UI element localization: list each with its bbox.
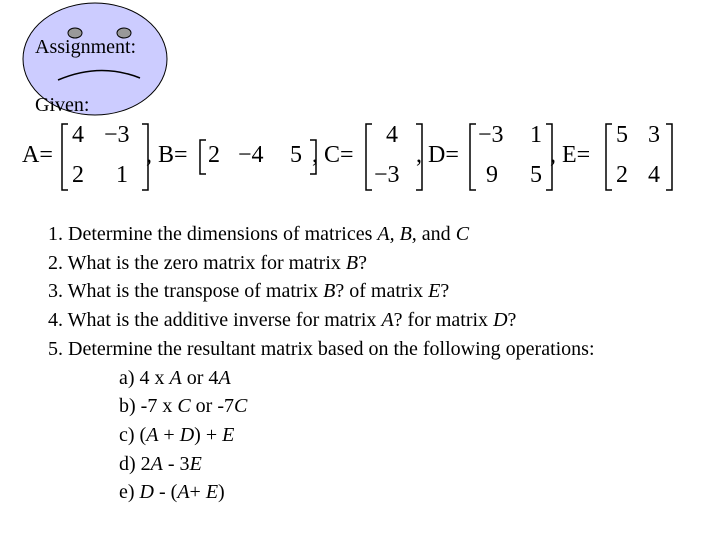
operation-variable: D <box>139 481 154 504</box>
assignment-title: Assignment: <box>35 36 137 58</box>
matrix-b-cell: 2 <box>208 142 220 168</box>
operation-text: + <box>189 481 206 504</box>
matrix-c-cell: −3 <box>374 162 400 188</box>
operation-text: ) <box>218 481 225 504</box>
matrix-a-cell: 2 <box>72 162 84 188</box>
operation-text: ) + <box>194 423 223 446</box>
matrix-e-cell: 4 <box>648 162 660 188</box>
question-emphasis: E <box>428 280 441 303</box>
question-emphasis: A <box>381 309 394 332</box>
matrix-d-cell: 9 <box>486 162 498 188</box>
matrix-e-label: , E= <box>550 142 591 168</box>
operation-item-c <box>48 421 595 450</box>
question-text-tail: ? of matrix <box>335 280 429 303</box>
operation-text: a) 4 x <box>119 366 170 389</box>
operation-variable: A <box>146 423 159 446</box>
question-number: 4. <box>48 309 63 332</box>
question-item <box>48 306 595 335</box>
matrix-e-brackets <box>604 122 674 192</box>
matrix-b-label: , B= <box>146 142 188 168</box>
operation-variable: C <box>234 395 248 418</box>
operation-text: - ( <box>154 481 178 504</box>
matrix-a-cell: 1 <box>116 162 128 188</box>
operation-variable: A <box>177 481 190 504</box>
question-number: 5. <box>48 337 63 360</box>
question-emphasis: D <box>493 309 508 332</box>
operation-text: or 4 <box>181 366 219 389</box>
matrix-a-cell: 4 <box>72 122 84 148</box>
question-text-tail: ? <box>440 280 450 303</box>
operation-variable: A <box>150 452 163 475</box>
matrix-d-cell: 5 <box>530 162 542 188</box>
question-text: Determine the resultant matrix based on the following operations: <box>68 337 595 360</box>
matrix-d <box>468 122 554 192</box>
question-emphasis: A, B, <box>377 223 417 245</box>
matrix-d-cell: −3 <box>478 122 504 148</box>
operation-text: c) ( <box>119 423 147 446</box>
matrix-b <box>198 138 318 178</box>
given-label: Given: <box>35 94 90 116</box>
question-emphasis: B <box>323 280 336 303</box>
operation-item-b <box>48 392 595 421</box>
question-text-tail: ? <box>358 251 367 274</box>
matrix-e-cell: 3 <box>648 122 660 148</box>
operation-text: + <box>158 423 180 446</box>
question-item <box>48 220 595 249</box>
operation-variable: A <box>218 366 231 389</box>
question-item <box>48 335 595 364</box>
operation-variable: E <box>189 452 202 475</box>
sad-face-badge-icon <box>0 0 190 120</box>
question-text: What is the additive inverse for matrix <box>67 309 382 332</box>
matrix-e-cell: 5 <box>616 122 628 148</box>
operation-variable: A <box>169 366 182 389</box>
operation-item-a <box>48 364 595 393</box>
matrix-b-cell: −4 <box>238 142 264 168</box>
operation-text: d) 2 <box>119 452 151 475</box>
operation-item-d <box>48 450 595 479</box>
question-item <box>48 277 595 306</box>
operation-text: e) <box>119 481 140 504</box>
operation-text: b) -7 x <box>119 395 178 418</box>
matrix-d-cell: 1 <box>530 122 542 148</box>
operation-variable: C <box>177 395 191 418</box>
question-text: Determine the dimensions of matrices <box>68 223 378 245</box>
question-text-tail: ? <box>507 309 517 332</box>
question-emphasis: C <box>455 223 470 245</box>
operation-variable: E <box>222 423 235 446</box>
operation-item-e <box>48 478 595 507</box>
operation-variable: E <box>205 481 219 504</box>
matrix-a <box>60 122 150 192</box>
matrix-c-cell: 4 <box>386 122 398 148</box>
matrix-d-label: , D= <box>416 142 459 168</box>
matrix-b-cell: 5 <box>290 142 302 168</box>
operation-variable: D <box>179 423 195 446</box>
operation-text: or -7 <box>190 395 234 418</box>
question-number: 3. <box>48 280 63 303</box>
matrix-e-cell: 2 <box>616 162 628 188</box>
question-text-tail: ? for matrix <box>393 309 494 332</box>
question-emphasis: B <box>345 251 359 274</box>
matrix-e <box>604 122 674 192</box>
question-text-tail: and <box>416 223 456 245</box>
matrix-definitions <box>0 118 720 198</box>
matrix-a-cell: −3 <box>104 122 130 148</box>
matrix-a-label: A= <box>22 142 53 168</box>
matrix-c-label: , C= <box>312 142 354 168</box>
question-number: 1. <box>48 223 63 245</box>
operation-text: - 3 <box>162 452 190 475</box>
question-item <box>48 249 595 278</box>
question-list <box>48 220 595 507</box>
question-number: 2. <box>48 251 63 274</box>
question-text: What is the zero matrix for matrix <box>67 251 346 274</box>
matrix-c <box>364 122 424 192</box>
question-text: What is the transpose of matrix <box>67 280 324 303</box>
